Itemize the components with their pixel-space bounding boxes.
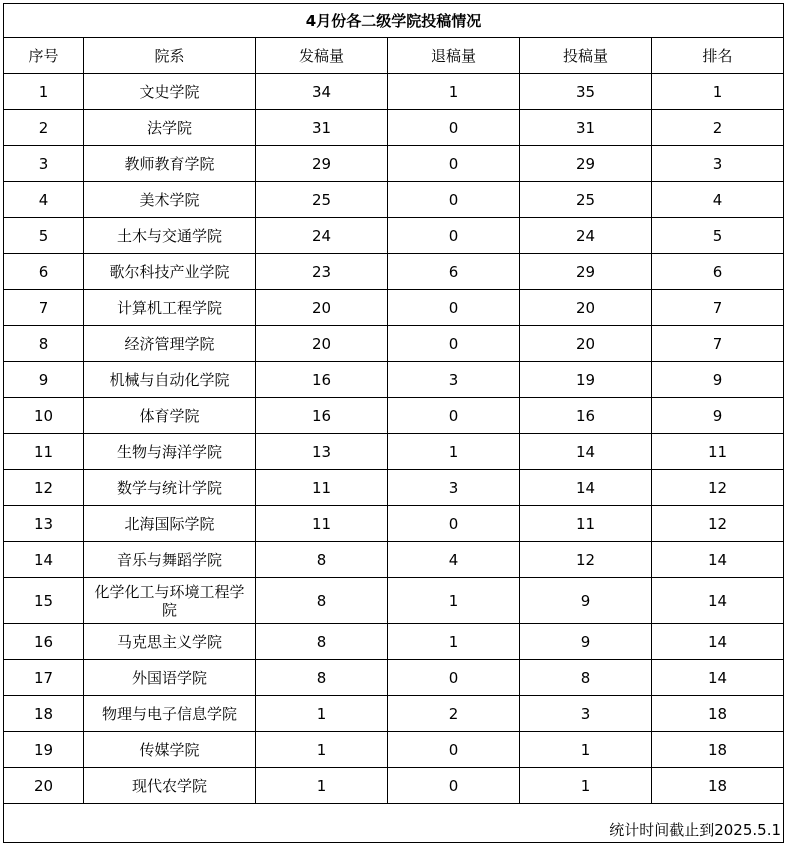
cell-rank: 14 (652, 660, 784, 696)
cell-returned: 0 (388, 290, 520, 326)
table-row (4, 182, 784, 218)
cell-rank: 9 (652, 362, 784, 398)
cell-total: 11 (520, 506, 652, 542)
cell-rank: 7 (652, 290, 784, 326)
cell-total: 12 (520, 542, 652, 578)
cell-department: 歌尔科技产业学院 (84, 254, 256, 290)
cell-index: 8 (4, 326, 84, 362)
cell-submitted: 29 (256, 146, 388, 182)
cell-department: 法学院 (84, 110, 256, 146)
table-row (4, 254, 784, 290)
header-total: 投稿量 (520, 38, 652, 74)
cell-rank: 18 (652, 768, 784, 804)
title-row (4, 4, 784, 38)
cell-submitted: 1 (256, 732, 388, 768)
cell-returned: 0 (388, 326, 520, 362)
cell-rank: 7 (652, 326, 784, 362)
stats-cutoff-note: 统计时间截止到2025.5.1 (4, 804, 784, 843)
cell-submitted: 11 (256, 506, 388, 542)
cell-index: 14 (4, 542, 84, 578)
cell-submitted: 1 (256, 768, 388, 804)
cell-index: 9 (4, 362, 84, 398)
cell-department: 数学与统计学院 (84, 470, 256, 506)
cell-returned: 1 (388, 578, 520, 624)
table-row (4, 326, 784, 362)
cell-returned: 1 (388, 624, 520, 660)
cell-total: 25 (520, 182, 652, 218)
table-row (4, 768, 784, 804)
cell-returned: 0 (388, 218, 520, 254)
header-returned: 退稿量 (388, 38, 520, 74)
table-row (4, 696, 784, 732)
table-row (4, 624, 784, 660)
cell-index: 20 (4, 768, 84, 804)
table-row (4, 290, 784, 326)
header-rank: 排名 (652, 38, 784, 74)
cell-returned: 3 (388, 470, 520, 506)
cell-index: 3 (4, 146, 84, 182)
cell-returned: 0 (388, 146, 520, 182)
cell-returned: 1 (388, 74, 520, 110)
cell-department: 马克思主义学院 (84, 624, 256, 660)
table-row (4, 732, 784, 768)
cell-index: 13 (4, 506, 84, 542)
cell-submitted: 31 (256, 110, 388, 146)
cell-index: 2 (4, 110, 84, 146)
cell-submitted: 16 (256, 362, 388, 398)
table-row (4, 110, 784, 146)
cell-total: 19 (520, 362, 652, 398)
cell-rank: 3 (652, 146, 784, 182)
table-row (4, 398, 784, 434)
cell-index: 12 (4, 470, 84, 506)
cell-total: 20 (520, 290, 652, 326)
cell-department: 物理与电子信息学院 (84, 696, 256, 732)
cell-total: 8 (520, 660, 652, 696)
cell-index: 11 (4, 434, 84, 470)
cell-department: 音乐与舞蹈学院 (84, 542, 256, 578)
footer-row (4, 804, 784, 843)
cell-department: 教师教育学院 (84, 146, 256, 182)
cell-submitted: 8 (256, 624, 388, 660)
cell-department: 计算机工程学院 (84, 290, 256, 326)
cell-rank: 14 (652, 624, 784, 660)
cell-rank: 18 (652, 732, 784, 768)
cell-index: 19 (4, 732, 84, 768)
cell-rank: 5 (652, 218, 784, 254)
table-row (4, 506, 784, 542)
cell-index: 10 (4, 398, 84, 434)
cell-rank: 1 (652, 74, 784, 110)
cell-submitted: 8 (256, 660, 388, 696)
cell-total: 9 (520, 578, 652, 624)
cell-returned: 0 (388, 506, 520, 542)
cell-returned: 1 (388, 434, 520, 470)
cell-returned: 6 (388, 254, 520, 290)
cell-submitted: 34 (256, 74, 388, 110)
cell-total: 24 (520, 218, 652, 254)
cell-total: 14 (520, 434, 652, 470)
cell-index: 1 (4, 74, 84, 110)
cell-total: 1 (520, 768, 652, 804)
cell-department: 机械与自动化学院 (84, 362, 256, 398)
table-row (4, 542, 784, 578)
cell-department: 现代农学院 (84, 768, 256, 804)
cell-total: 9 (520, 624, 652, 660)
cell-total: 14 (520, 470, 652, 506)
cell-index: 4 (4, 182, 84, 218)
cell-index: 16 (4, 624, 84, 660)
cell-total: 1 (520, 732, 652, 768)
table-row (4, 434, 784, 470)
cell-department: 美术学院 (84, 182, 256, 218)
cell-rank: 12 (652, 470, 784, 506)
cell-department: 外国语学院 (84, 660, 256, 696)
cell-returned: 0 (388, 182, 520, 218)
cell-index: 7 (4, 290, 84, 326)
table-title: 4月份各二级学院投稿情况 (4, 4, 784, 38)
table-row (4, 74, 784, 110)
table-row (4, 146, 784, 182)
cell-total: 35 (520, 74, 652, 110)
cell-submitted: 16 (256, 398, 388, 434)
cell-department: 北海国际学院 (84, 506, 256, 542)
cell-department: 文史学院 (84, 74, 256, 110)
cell-rank: 9 (652, 398, 784, 434)
header-department: 院系 (84, 38, 256, 74)
submission-table (3, 3, 784, 843)
table-row (4, 218, 784, 254)
cell-returned: 4 (388, 542, 520, 578)
cell-rank: 4 (652, 182, 784, 218)
cell-returned: 0 (388, 110, 520, 146)
cell-submitted: 8 (256, 578, 388, 624)
header-row (4, 38, 784, 74)
cell-index: 5 (4, 218, 84, 254)
cell-submitted: 11 (256, 470, 388, 506)
cell-submitted: 8 (256, 542, 388, 578)
cell-total: 31 (520, 110, 652, 146)
cell-submitted: 24 (256, 218, 388, 254)
cell-submitted: 13 (256, 434, 388, 470)
cell-rank: 11 (652, 434, 784, 470)
cell-total: 29 (520, 146, 652, 182)
cell-department: 土木与交通学院 (84, 218, 256, 254)
cell-department: 体育学院 (84, 398, 256, 434)
cell-submitted: 1 (256, 696, 388, 732)
cell-index: 15 (4, 578, 84, 624)
cell-submitted: 20 (256, 290, 388, 326)
cell-total: 29 (520, 254, 652, 290)
cell-total: 20 (520, 326, 652, 362)
header-index: 序号 (4, 38, 84, 74)
cell-returned: 3 (388, 362, 520, 398)
table-row (4, 362, 784, 398)
cell-returned: 0 (388, 660, 520, 696)
cell-department: 生物与海洋学院 (84, 434, 256, 470)
cell-returned: 0 (388, 768, 520, 804)
cell-rank: 14 (652, 578, 784, 624)
cell-total: 16 (520, 398, 652, 434)
cell-rank: 18 (652, 696, 784, 732)
table-row (4, 578, 784, 624)
cell-submitted: 25 (256, 182, 388, 218)
cell-total: 3 (520, 696, 652, 732)
cell-index: 17 (4, 660, 84, 696)
cell-submitted: 20 (256, 326, 388, 362)
cell-returned: 0 (388, 398, 520, 434)
cell-department: 经济管理学院 (84, 326, 256, 362)
cell-rank: 2 (652, 110, 784, 146)
table-row (4, 470, 784, 506)
cell-index: 18 (4, 696, 84, 732)
cell-returned: 0 (388, 732, 520, 768)
cell-index: 6 (4, 254, 84, 290)
cell-rank: 6 (652, 254, 784, 290)
cell-rank: 14 (652, 542, 784, 578)
cell-department: 传媒学院 (84, 732, 256, 768)
table-row (4, 660, 784, 696)
cell-rank: 12 (652, 506, 784, 542)
header-submitted: 发稿量 (256, 38, 388, 74)
cell-returned: 2 (388, 696, 520, 732)
cell-department: 化学化工与环境工程学院 (84, 578, 256, 624)
cell-submitted: 23 (256, 254, 388, 290)
